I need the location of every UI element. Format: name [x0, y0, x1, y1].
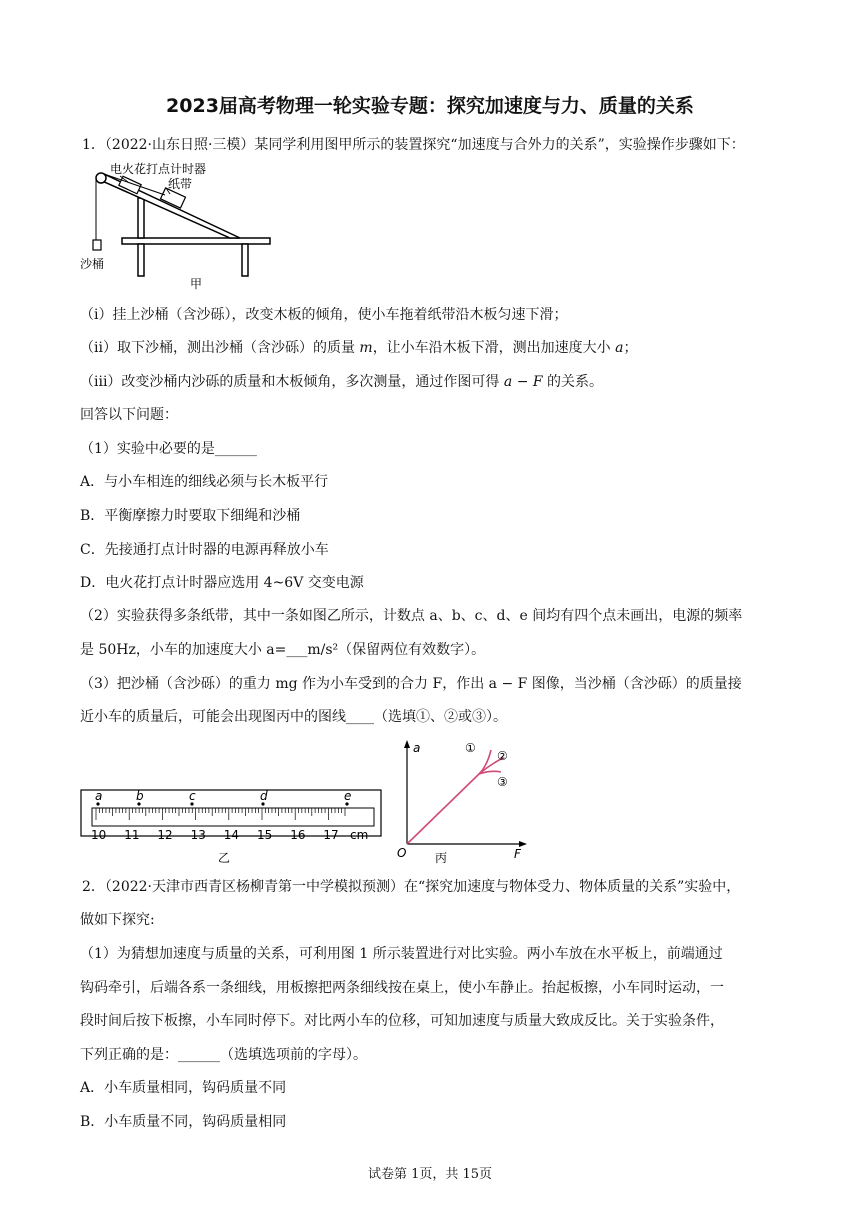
q1-sub1: （1）实验中必要的是______	[80, 441, 257, 457]
ruler-tick-label: 12	[157, 828, 173, 842]
bucket-label: 沙桶	[80, 257, 105, 271]
ruler-tick-label: 16	[290, 828, 306, 842]
q1-step2-m: m	[359, 340, 373, 356]
q1-sub3-line2: 近小车的质量后，可能会出现图丙中的图线____（选填①、②或③）。	[80, 709, 507, 725]
ruler-tick-label: 15	[257, 828, 273, 842]
figure-yi	[80, 782, 386, 864]
q1-step2-a: （ii）取下沙桶，测出沙桶（含沙砾）的质量	[80, 340, 360, 356]
figure-jia	[80, 158, 280, 290]
q2-option-b: B．小车质量不同，钩码质量相同	[80, 1114, 287, 1130]
figure-bing-caption: 丙	[435, 851, 448, 865]
origin-label: O	[397, 846, 407, 860]
tape-point-label: c	[189, 789, 196, 803]
q1-step1: （i）挂上沙桶（含沙砾），改变木板的倾角，使小车拖着纸带沿木板匀速下滑；	[80, 307, 568, 323]
q1-step2-aa: a	[615, 340, 624, 356]
q1-step3-f: a − F	[503, 374, 543, 390]
q1-sub2-line1: （2）实验获得多条纸带，其中一条如图乙所示，计数点 a、b、c、d、e 间均有四个点未画出，电源的频率	[80, 608, 743, 624]
y-axis-label: a	[413, 741, 421, 755]
tape-label: 纸带	[168, 177, 193, 191]
q2-option-a: A．小车质量相同，钩码质量不同	[80, 1080, 287, 1096]
q1-step3	[80, 372, 780, 392]
figure-yi-caption: 乙	[218, 851, 231, 864]
q2-stem-line1: 2．（2022·天津市西青区杨柳青第一中学模拟预测）在“探究加速度与物体受力、物体质量的关系”实验中，	[82, 879, 741, 895]
x-axis-label: F	[514, 847, 521, 861]
tape-point-label: a	[95, 789, 103, 803]
ruler-tick-label: 11	[124, 828, 140, 842]
curve-3-label: ③	[497, 775, 508, 789]
figure-jia-caption: 甲	[190, 277, 203, 290]
q2-p3: 段时间后按下板擦，小车同时停下。对比两小车的位移，可知加速度与质量大致成反比。关于实验条件，	[80, 1013, 724, 1029]
figure-bing	[395, 738, 535, 866]
q2-p1: （1）为猜想加速度与质量的关系，可利用图 1 所示装置进行对比实验。两小车放在水平板上，前端通过	[80, 946, 723, 962]
q2-p2: 钩码牵引，后端各系一条细线，用板擦把两条细线按在桌上，使小车静止。抬起板擦，小车同时运动，一	[80, 980, 724, 996]
ruler-tick-label: 10	[91, 828, 107, 842]
tape-point-label: b	[136, 789, 144, 803]
ruler-tick-label: 17	[323, 828, 339, 842]
page-footer: 试卷第 1页，共 15页	[367, 1167, 493, 1182]
q1-step3-b: 的关系。	[542, 374, 604, 390]
q1-sub3-line1: （3）把沙桶（含沙砾）的重力 mg 作为小车受到的合力 F，作出 a − F 图像，当沙桶（含沙砾）的质量接	[80, 676, 742, 692]
tape-point-label: d	[260, 789, 268, 803]
ruler-tick-label: 13	[190, 828, 206, 842]
ruler-unit: cm	[350, 828, 369, 842]
q1-sub2-line2: 是 50Hz，小车的加速度大小 a=___m/s²（保留两位有效数字）。	[80, 642, 486, 658]
q1-step3-a: （iii）改变沙桶内沙砾的质量和木板倾角，多次测量，通过作图可得	[80, 374, 504, 390]
q1-step2-b: ，让小车沿木板下滑，测出加速度大小	[372, 340, 616, 356]
q1-option-d: D．电火花打点计时器应选用 4~6V 交变电源	[80, 575, 364, 591]
curve-1-label: ①	[465, 741, 476, 755]
q2-stem-line2: 做如下探究:	[80, 912, 155, 928]
ruler-tick-label: 14	[223, 828, 240, 842]
curve-2-label: ②	[497, 749, 508, 763]
page-title: 2023届高考物理一轮实验专题：探究加速度与力、质量的关系	[166, 95, 694, 117]
tape-point-label: e	[344, 789, 352, 803]
q2-p4: 下列正确的是：______（选填选项前的字母）。	[80, 1047, 367, 1063]
q1-option-a: A．与小车相连的细线必须与长木板平行	[80, 474, 329, 490]
q1-step2	[80, 338, 780, 358]
timer-label: 电火花打点计时器	[110, 162, 207, 176]
answer-prompt: 回答以下问题：	[80, 407, 178, 423]
q1-option-c: C．先接通打点计时器的电源再释放小车	[80, 542, 329, 558]
q1-step2-c: ；	[623, 340, 638, 356]
q1-stem: 1．（2022·山东日照·三模）某同学利用图甲所示的装置探究“加速度与合外力的关系”，实验操作步骤如下：	[82, 137, 745, 153]
q1-option-b: B．平衡摩擦力时要取下细绳和沙桶	[80, 508, 301, 524]
